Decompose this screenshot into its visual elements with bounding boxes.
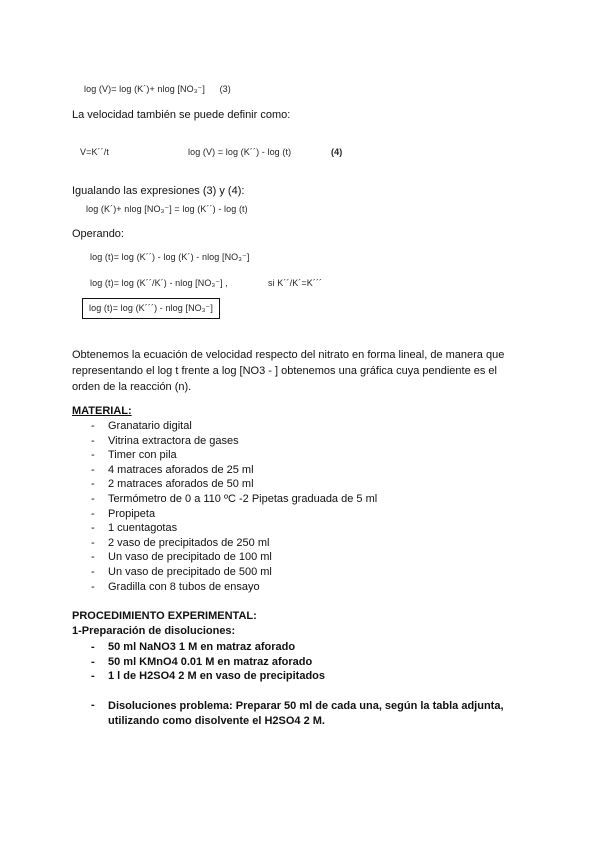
material-item <box>91 492 377 507</box>
material-item-text: 4 matraces aforados de 25 ml <box>108 463 254 476</box>
problem-line-1: Disoluciones problema: Preparar 50 ml de cada una, según la tabla adjunta, <box>108 700 504 712</box>
dash-marker: - <box>91 463 95 476</box>
dash-marker: - <box>91 641 95 653</box>
material-item-text: Un vaso de precipitado de 500 ml <box>108 565 272 578</box>
equation-4-left: V=K´´/t <box>80 147 109 157</box>
procedure-item <box>91 655 325 670</box>
material-item-text: Timer con pila <box>108 449 177 462</box>
material-item-text: 2 matraces aforados de 50 ml <box>108 478 254 491</box>
dash-marker: - <box>91 449 95 462</box>
equation-operated-1: log (t)= log (K´´) - log (K´) - nlog [NO₃⁻] <box>90 252 250 262</box>
dash-marker: - <box>91 492 95 505</box>
dash-marker: - <box>91 565 95 578</box>
material-item-text: Termómetro de 0 a 110 ºC -2 Pipetas graduada de 5 ml <box>108 492 378 505</box>
operating-text: Operando: <box>72 228 124 240</box>
dash-marker: - <box>91 551 95 564</box>
material-item-text: 1 cuentagotas <box>108 522 178 535</box>
procedure-item <box>91 669 325 684</box>
material-item <box>91 419 377 434</box>
procedure-item-text: 1 l de H2SO4 2 M en vaso de precipitados <box>108 670 326 683</box>
procedure-subheading: 1-Preparación de disoluciones: <box>72 625 236 637</box>
material-heading: MATERIAL: <box>72 405 132 417</box>
equation-equated: log (K´)+ nlog [NO₃⁻] = log (K´´) - log (t) <box>86 204 248 214</box>
material-item <box>91 477 377 492</box>
equation-substitution: si K´´/K´=K´´´ <box>268 278 323 288</box>
material-item <box>91 565 377 580</box>
material-item-text: 2 vaso de precipitados de 250 ml <box>108 536 270 549</box>
equation-4-number: (4) <box>331 147 343 157</box>
material-item <box>91 434 377 449</box>
dash-marker: - <box>91 655 95 668</box>
equation-4-right: log (V) = log (K´´) - log (t) <box>188 147 292 157</box>
material-item-text: Un vaso de precipitado de 100 ml <box>108 551 272 564</box>
material-item <box>91 580 377 595</box>
material-item-text: Gradilla con 8 tubos de ensayo <box>108 580 260 593</box>
procedure-heading: PROCEDIMIENTO EXPERIMENTAL: <box>72 610 257 622</box>
boxed-final-equation <box>82 298 220 319</box>
material-item <box>91 550 377 565</box>
material-item-text: Vitrina extractora de gases <box>108 434 239 447</box>
velocity-intro-text: La velocidad también se puede definir como: <box>72 109 291 121</box>
dash-marker: - <box>91 536 95 549</box>
equation-3-number: (3) <box>219 84 231 94</box>
material-list <box>91 419 377 594</box>
material-item <box>91 536 377 551</box>
material-item <box>91 507 377 522</box>
material-item <box>91 448 377 463</box>
equation-3 <box>84 84 231 95</box>
obtain-paragraph: Obtenemos la ecuación de velocidad respecto del nitrato en forma lineal, de manera que representando el log t frente a log [NO3 - ] obtenemos una gráfica cuya pendiente es el orden de la reacción (n). <box>72 349 505 393</box>
dash-marker: - <box>91 434 95 447</box>
material-item-text: Propipeta <box>108 507 156 520</box>
material-item <box>91 463 377 478</box>
dash-marker: - <box>91 507 95 520</box>
dash-marker: - <box>91 580 95 593</box>
procedure-item-text: 50 ml KMnO4 0.01 M en matraz aforado <box>108 655 313 668</box>
equation-operated-2: log (t)= log (K´´/K´) - nlog [NO₃⁻] , <box>90 278 228 288</box>
problem-solutions-item <box>91 699 504 728</box>
dash-marker: - <box>91 670 95 683</box>
dash-marker: - <box>91 420 95 432</box>
dash-marker: - <box>91 478 95 491</box>
material-item-text: Granatario digital <box>108 420 192 432</box>
equating-text: Igualando las expresiones (3) y (4): <box>72 185 245 197</box>
procedure-item <box>91 640 325 655</box>
procedure-item-text: 50 ml NaNO3 1 M en matraz aforado <box>108 641 296 653</box>
equation-3-text: log (V)= log (K´)+ nlog [NO₃⁻] <box>84 84 205 94</box>
procedure-list <box>91 640 325 684</box>
material-item <box>91 521 377 536</box>
problem-line-2: utilizando como disolvente el H2SO4 2 M. <box>108 714 325 727</box>
final-equation-text: log (t)= log (K´´´) - nlog [NO₃⁻] <box>89 303 213 313</box>
dash-marker: - <box>91 699 95 711</box>
dash-marker: - <box>91 522 95 535</box>
